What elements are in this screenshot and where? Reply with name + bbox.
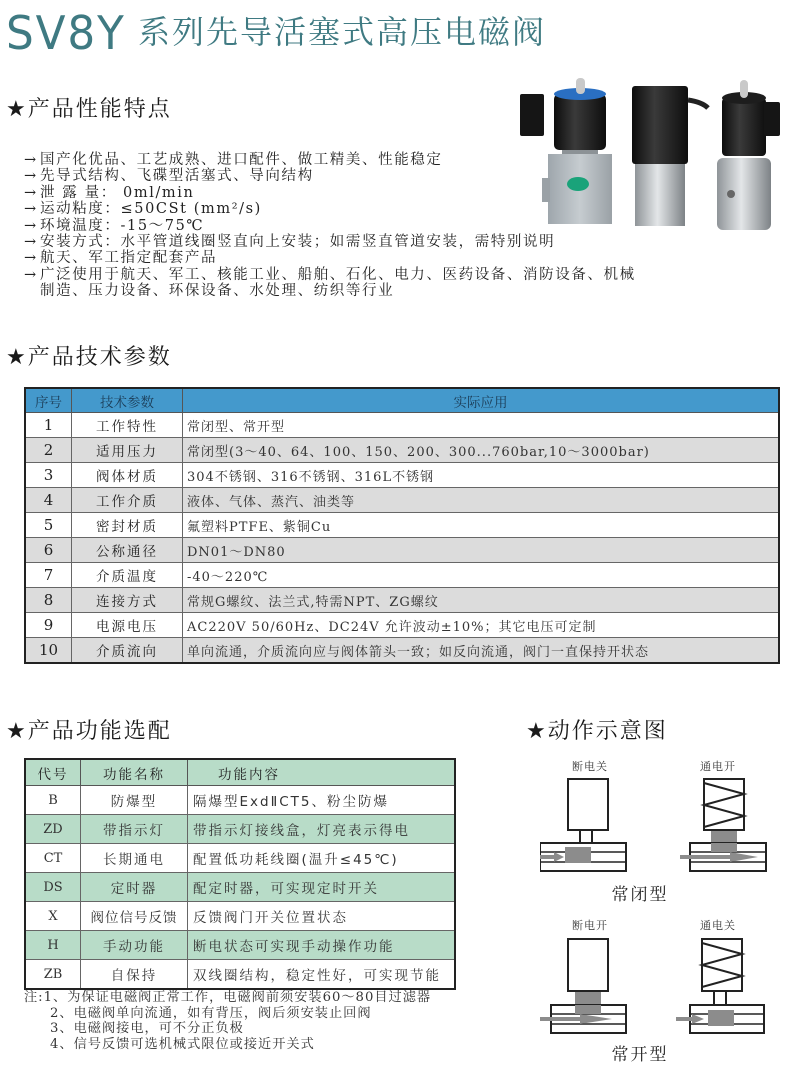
no-on-label: 通电关	[700, 919, 736, 932]
feature-item: → 先导式结构、飞碟型活塞式、导向结构	[24, 168, 314, 185]
arrow-icon: →	[24, 152, 38, 168]
normally-open-caption: 常开型	[611, 1045, 669, 1065]
table-row: 3 阀体材质 304不锈钢、316不锈钢、316L不锈钢	[25, 463, 779, 488]
table-row: ZD 带指示灯 带指示灯接线盒，灯亮表示得电	[25, 815, 455, 844]
arrow-icon: →	[24, 250, 38, 267]
note-line: 注:1、为保证电磁阀正常工作，电磁阀前须安装60～80目过滤器	[24, 990, 432, 1005]
nc-on-label: 通电开	[700, 760, 736, 773]
table-row: 6 公称通径 DN01～DN80	[25, 538, 779, 563]
col-header-name: 功能名称	[81, 759, 188, 786]
feature-item: → 航天、军工指定配套产品	[24, 250, 218, 267]
model-code: SV8Y	[6, 6, 126, 60]
table-row: 9 电源电压 AC220V 50/60Hz、DC24V 允许波动±10%；其它电压可定制	[25, 613, 779, 638]
table-row: 4 工作介质 液体、气体、蒸汽、油类等	[25, 488, 779, 513]
table-header-row	[25, 759, 455, 786]
arrow-icon: →	[24, 201, 38, 218]
valve-on-closed-icon	[676, 939, 764, 1033]
arrow-icon: →	[24, 234, 38, 251]
valve-2-icon	[632, 86, 708, 226]
feature-item: → 泄 露 量： 0ml/min	[24, 184, 195, 201]
valve-3-icon	[717, 80, 780, 230]
col-header-content: 功能内容	[188, 759, 456, 786]
note-line: 4、信号反馈可选机械式限位或接近开关式	[50, 1036, 315, 1052]
table-row: 1 工作特性 常闭型、常开型	[25, 413, 779, 438]
product-name: 系列先导活塞式高压电磁阀	[138, 13, 547, 51]
arrow-icon: →	[24, 217, 38, 234]
tech-params-table	[24, 387, 780, 664]
valve-off-open-icon	[540, 939, 626, 1033]
note-line: 2、电磁阀单向流通，如有背压，阀后须安装止回阀	[50, 1005, 372, 1021]
valve-on-open-icon	[680, 779, 766, 871]
arrow-icon: →	[24, 168, 38, 185]
normally-open-diagram	[540, 930, 780, 1038]
table-row: X 阀位信号反馈 反馈阀门开关位置状态	[25, 902, 455, 931]
table-row: 10 介质流向 单向流通，介质流向应与阀体箭头一致；如反向流通，阀门一直保持开状态	[25, 638, 779, 664]
feature-item: → 运动粘度：≤50CSt (mm²/s)	[24, 201, 262, 218]
feature-item: → 环境温度：-15～75℃	[24, 217, 205, 234]
feature-item: → 安装方式：水平管道线圈竖直向上安装；如需竖直管道安装，需特别说明	[24, 234, 556, 251]
feature-item: → 国产化优品、工艺成熟、进口配件、做工精美、性能稳定	[24, 152, 443, 168]
table-row: CT 长期通电 配置低功耗线圈(温升≤45℃)	[25, 844, 455, 873]
feature-item: → 广泛使用于航天、军工、核能工业、船舶、石化、电力、医药设备、消防设备、机械	[24, 266, 636, 283]
table-row: 2 适用压力 常闭型(3～40、64、100、150、200、300...760bar,10～3000bar)	[25, 438, 779, 463]
col-header-no: 序号	[25, 388, 72, 413]
feature-item-continuation: 制造、压力设备、环保设备、水处理、纺织等行业	[40, 283, 395, 300]
tech-heading: ★产品技术参数	[6, 345, 172, 370]
valve-off-closed-icon	[540, 779, 626, 871]
nc-off-label: 断电关	[572, 760, 608, 773]
notes	[24, 990, 431, 1052]
table-row: 8 连接方式 常规G螺纹、法兰式,特需NPT、ZG螺纹	[25, 588, 779, 613]
col-header-code: 代号	[25, 759, 81, 786]
col-header-param: 技术参数	[72, 388, 183, 413]
table-header-row	[25, 388, 779, 413]
product-photo	[512, 74, 784, 234]
function-options-table	[24, 758, 456, 990]
diagram-heading: ★动作示意图	[526, 719, 668, 744]
table-row: ZB 自保持 双线圈结构，稳定性好，可实现节能	[25, 960, 455, 990]
table-row: B 防爆型 隔爆型ExdⅡCT5、粉尘防爆	[25, 786, 455, 815]
table-row: 7 介质温度 -40～220℃	[25, 563, 779, 588]
table-row: 5 密封材质 氟塑料PTFE、紫铜Cu	[25, 513, 779, 538]
arrow-icon: →	[24, 184, 38, 201]
normally-closed-diagram	[540, 770, 780, 878]
no-off-label: 断电开	[572, 919, 608, 932]
arrow-icon: →	[24, 266, 38, 283]
function-heading: ★产品功能选配	[6, 719, 172, 744]
note-line: 3、电磁阀接电，可不分正负极	[50, 1021, 244, 1036]
valve-1-icon	[520, 78, 612, 224]
normally-closed-caption: 常闭型	[611, 885, 669, 905]
features-heading: ★产品性能特点	[6, 97, 172, 122]
table-row: DS 定时器 配定时器，可实现定时开关	[25, 873, 455, 902]
col-header-value: 实际应用	[183, 388, 780, 413]
table-row: H 手动功能 断电状态可实现手动操作功能	[25, 931, 455, 960]
page-title	[6, 6, 546, 60]
